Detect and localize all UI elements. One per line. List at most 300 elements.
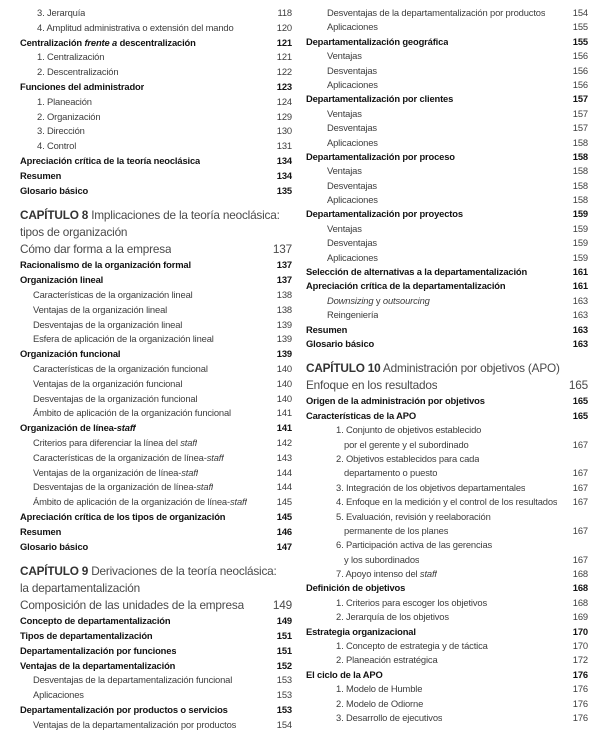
toc-entry-text-part: Derivaciones de la teoría neoclásica:: [88, 564, 277, 579]
toc-entry: [306, 625, 588, 639]
toc-entry-text: [306, 92, 453, 106]
toc-entry-text: [20, 50, 104, 65]
toc-entry: [20, 436, 292, 451]
toc-entry-page-number: 167: [572, 496, 588, 508]
toc-entry-page-number: 134: [276, 169, 292, 181]
toc-entry-text-part: Aplicaciones: [327, 21, 378, 33]
toc-entry: [20, 80, 292, 95]
toc-entry-text: [20, 436, 197, 451]
toc-entry-page-number: 167: [572, 481, 588, 493]
toc-entry-text-part: Racionalismo de la organización formal: [20, 259, 191, 271]
toc-entry-text: [20, 80, 144, 95]
toc-entry-page-number: 158: [572, 165, 588, 177]
toc-entry-text-part: Downsizing: [327, 294, 374, 306]
toc-entry-text: [306, 6, 545, 20]
toc-entry: [20, 540, 292, 555]
toc-entry-text: [20, 392, 197, 407]
toc-entry-page-number: 167: [572, 524, 588, 536]
toc-entry-page-number: 139: [276, 348, 292, 360]
toc-entry: [20, 21, 292, 36]
toc-entry-page-number: 118: [277, 7, 292, 18]
toc-entry-text-part: 6. Participación activa de las gerencias: [336, 539, 493, 551]
toc-entry-page-number: 155: [572, 21, 588, 33]
toc-entry-page-number: 144: [276, 466, 292, 478]
toc-entry-text-part: outsourcing: [382, 294, 430, 306]
toc-entry: [306, 64, 588, 78]
toc-entry-text-part: Administración por objetivos (APO): [380, 361, 560, 376]
toc-entry-text-part: Departamentalización por clientes: [306, 93, 454, 105]
toc-entry: [20, 703, 292, 718]
toc-entry-page-number: 123: [276, 80, 292, 92]
toc-entry-text-part: frente a: [84, 36, 118, 48]
toc-entry: [20, 614, 292, 629]
toc-entry-page-number: 161: [572, 266, 588, 278]
toc-entry-text-part: 1. Concepto de estrategia y de táctica: [336, 640, 488, 652]
toc-entry-text: [306, 423, 481, 437]
toc-entry: [306, 193, 588, 207]
toc-entry-text-part: Tipos de departamentalización: [20, 630, 153, 642]
toc-entry-text: [20, 207, 280, 224]
toc-entry-text-part: 2. Descentralización: [37, 66, 119, 78]
toc-entry-page-number: 163: [572, 323, 588, 335]
toc-entry: [20, 377, 292, 392]
toc-entry: [20, 629, 292, 644]
toc-entry-page-number: 158: [572, 179, 588, 191]
toc-entry: [306, 35, 588, 49]
toc-entry-text-part: 2. Organización: [37, 110, 101, 122]
toc-entry-text: [20, 629, 153, 644]
toc-entry-text: [306, 179, 377, 193]
toc-entry-text: [20, 95, 92, 110]
toc-entry-text: [20, 288, 193, 303]
toc-entry-text: [306, 279, 505, 293]
toc-entry: [306, 337, 588, 351]
toc-entry-page-number: 176: [572, 668, 588, 680]
toc-entry-page-number: 163: [572, 337, 588, 349]
toc-entry-text: [20, 36, 196, 51]
toc-entry-page-number: 139: [276, 318, 292, 330]
toc-entry: [306, 78, 588, 92]
toc-entry-text-part: 2. Objetivos establecidos para cada: [336, 452, 480, 464]
toc-entry-page-number: 167: [572, 438, 588, 450]
toc-entry-page-number: 168: [572, 596, 588, 608]
toc-entry-text-part: CAPÍTULO 8: [20, 208, 89, 223]
toc-entry: [306, 668, 588, 682]
toc-entry-text-part: 4. Amplitud administrativa o extensión del mando: [37, 21, 234, 33]
toc-entry-page-number: 139: [276, 333, 292, 345]
toc-entry-page-number: 176: [572, 697, 588, 709]
toc-column-left: [20, 6, 292, 740]
toc-entry: [306, 653, 588, 667]
toc-entry-text-part: Resumen: [20, 169, 62, 181]
toc-entry-text: [306, 653, 438, 667]
toc-entry-text-part: Departamentalización por proyectos: [306, 208, 463, 220]
toc-entry-text: [306, 64, 377, 78]
toc-entry-page-number: 161: [572, 280, 588, 292]
toc-entry-text-part: Estrategia organizacional: [306, 625, 416, 637]
toc-entry-page-number: 154: [572, 7, 588, 18]
toc-entry: [306, 121, 588, 135]
toc-entry-text: [306, 466, 437, 480]
toc-entry-text: [20, 347, 120, 362]
toc-chapter-heading: [20, 241, 292, 258]
toc-entry-text-part: Ventajas: [327, 165, 362, 177]
toc-entry-text-part: Ámbito de aplicación de la organización de línea-: [33, 496, 230, 508]
toc-entry-text: [306, 150, 455, 164]
toc-entry-text: [306, 360, 560, 377]
toc-entry-text-part: Ventajas: [327, 50, 362, 62]
toc-entry: [20, 258, 292, 273]
toc-entry-text-part: Ventajas de la departamentalización por productos: [33, 718, 237, 730]
toc-column-right: [306, 6, 588, 740]
toc-entry-page-number: 120: [276, 21, 292, 33]
toc-entry-page-number: 145: [276, 510, 292, 522]
toc-entry-text-part: 1. Criterios para escoger los objetivos: [336, 596, 487, 608]
toc-entry-text: [306, 78, 378, 92]
toc-entry: [306, 164, 588, 178]
toc-entry: [20, 659, 292, 674]
toc-entry-text: [306, 20, 378, 34]
toc-entry-text: [20, 184, 88, 199]
toc-entry-text-part: Aplicaciones: [33, 689, 84, 701]
toc-entry-text: [306, 581, 405, 595]
toc-entry-text: [20, 303, 167, 318]
toc-entry-text: [306, 610, 449, 624]
toc-entry-page-number: 156: [572, 64, 588, 76]
toc-entry-text-part: 3. Dirección: [37, 125, 85, 137]
toc-entry-text: [306, 438, 469, 452]
toc-entry-text-part: Desventajas de la organización lineal: [33, 318, 183, 330]
toc-entry-page-number: 138: [276, 288, 292, 300]
toc-entry: [20, 688, 292, 703]
toc-entry-text-part: CAPÍTULO 9: [20, 564, 89, 579]
toc-entry-text-part: por el gerente y el subordinado: [344, 438, 469, 450]
toc-entry-text: [306, 639, 488, 653]
toc-entry-page-number: 172: [572, 654, 588, 666]
toc-entry-text: [306, 377, 437, 394]
toc-entry-page-number: 142: [276, 436, 292, 448]
toc-entry-text-part: Organización lineal: [20, 274, 104, 286]
toc-entry: [20, 718, 292, 733]
toc-entry-text: [20, 406, 231, 421]
toc-entry-text-part: Desventajas de la departamentalización por productos: [327, 7, 546, 18]
toc-entry: [306, 538, 588, 552]
toc-entry-page-number: 155: [572, 35, 588, 47]
toc-entry-text-part: Organización funcional: [20, 348, 121, 360]
toc-entry: [20, 347, 292, 362]
toc-entry: [306, 6, 588, 20]
toc-entry-text-part: permanente de los planes: [344, 524, 449, 536]
toc-entry-text: [20, 480, 213, 495]
toc-entry-text-part: 1. Conjunto de objetivos establecido: [336, 424, 482, 436]
toc-entry: [306, 553, 588, 567]
toc-entry: [306, 409, 588, 423]
toc-entry-text-part: staff: [181, 466, 199, 478]
toc-entry-text-part: 1. Centralización: [37, 51, 105, 63]
toc-entry: [306, 136, 588, 150]
toc-entry-page-number: 140: [276, 392, 292, 404]
toc-entry-text: [306, 394, 485, 408]
toc-entry-text: [20, 332, 214, 347]
toc-entry-page-number: 170: [572, 625, 588, 637]
toc-entry-page-number: 149: [272, 598, 292, 613]
toc-entry-page-number: 141: [276, 407, 292, 419]
toc-entry-page-number: 157: [572, 93, 588, 105]
toc-entry-page-number: 153: [276, 674, 292, 686]
toc-entry-text: [306, 510, 491, 524]
toc-entry-page-number: 167: [572, 467, 588, 479]
toc-entry-page-number: 122: [276, 66, 292, 78]
toc-entry-text: [20, 139, 76, 154]
toc-entry: [306, 308, 588, 322]
toc-entry-text: [20, 169, 61, 184]
toc-entry-text-part: 2. Jerarquía de los objetivos: [336, 611, 449, 623]
toc-entry-text: [306, 481, 525, 495]
toc-entry-text-part: Características de la organización de línea-: [33, 451, 207, 463]
toc-entry-page-number: 157: [572, 107, 588, 119]
toc-entry-text-part: Ventajas: [327, 222, 362, 234]
toc-entry-page-number: 158: [572, 136, 588, 148]
toc-entry-text: [306, 207, 463, 221]
toc-entry-text: [306, 538, 492, 552]
toc-entry-page-number: 168: [572, 582, 588, 594]
toc-entry-text: [20, 597, 244, 614]
toc-entry-page-number: 159: [572, 222, 588, 234]
toc-entry-text-part: Desventajas: [327, 179, 377, 191]
toc-entry-text: [20, 495, 247, 510]
toc-entry-text-part: y los subordinados: [344, 553, 420, 565]
toc-entry: [306, 294, 588, 308]
toc-entry-text: [306, 121, 377, 135]
toc-entry-page-number: 157: [572, 122, 588, 134]
toc-entry: [306, 20, 588, 34]
toc-entry-text: [20, 318, 182, 333]
toc-entry-page-number: 168: [572, 568, 588, 580]
toc-entry-text: [306, 495, 557, 509]
toc-entry-text-part: 3. Integración de los objetivos departamentales: [336, 481, 526, 493]
toc-entry: [306, 466, 588, 480]
toc-entry-text-part: Apreciación crítica de la teoría neoclásica: [20, 154, 201, 166]
toc-entry-page-number: 124: [276, 95, 292, 107]
toc-entry-text: [306, 323, 347, 337]
toc-entry-text: [20, 563, 277, 580]
toc-entry-text-part: 4. Enfoque en la medición y el control de los resultados: [336, 496, 558, 508]
toc-entry-text: [20, 466, 198, 481]
toc-entry-page-number: 163: [572, 309, 588, 321]
toc-entry-page-number: 169: [572, 611, 588, 623]
toc-entry-text: [306, 222, 362, 236]
toc-entry: [20, 36, 292, 51]
toc-entry-page-number: 163: [572, 294, 588, 306]
toc-entry-text: [20, 614, 170, 629]
toc-entry-page-number: 137: [276, 274, 292, 286]
toc-entry-text-part: Aplicaciones: [327, 251, 378, 263]
toc-entry-text-part: Concepto de departamentalización: [20, 615, 171, 627]
toc-chapter-heading: [20, 597, 292, 614]
toc-entry: [20, 169, 292, 184]
toc-entry-text-part: 5. Evaluación, revisión y reelaboración: [336, 510, 491, 522]
toc-entry: [20, 673, 292, 688]
toc-entry-text: [20, 110, 100, 125]
toc-entry-page-number: 167: [572, 553, 588, 565]
toc-entry: [20, 525, 292, 540]
toc-entry-text: [20, 124, 85, 139]
toc-entry: [20, 124, 292, 139]
toc-entry-text-part: staff: [206, 451, 224, 463]
toc-entry-text-part: Centralización: [20, 36, 85, 48]
toc-entry-page-number: 153: [276, 704, 292, 716]
toc-entry-text: [306, 553, 419, 567]
toc-entry-page-number: 153: [276, 689, 292, 701]
toc-entry-text-part: Selección de alternativas a la departamentalización: [306, 266, 528, 278]
toc-entry-text: [306, 49, 362, 63]
toc-entry: [20, 273, 292, 288]
toc-entry-text-part: Departamentalización geográfica: [306, 35, 449, 47]
toc-entry: [20, 303, 292, 318]
toc-entry: [306, 236, 588, 250]
toc-entry: [20, 495, 292, 510]
toc-entry-text-part: 1. Planeación: [37, 95, 92, 107]
toc-entry: [306, 49, 588, 63]
toc-entry-text-part: Definición de objetivos: [306, 582, 406, 594]
toc-entry-page-number: 176: [572, 711, 588, 723]
toc-entry-page-number: 165: [572, 395, 588, 407]
toc-entry: [20, 65, 292, 80]
toc-entry: [306, 610, 588, 624]
toc-entry-text: [306, 567, 437, 581]
toc-entry: [20, 421, 292, 436]
toc-entry-text: [20, 688, 84, 703]
toc-entry: [20, 510, 292, 525]
toc-entry: [306, 567, 588, 581]
toc-entry-text-part: Composición de las unidades de la empresa: [20, 598, 244, 613]
toc-entry: [306, 510, 588, 524]
toc-entry-text-part: Ventajas de la organización lineal: [33, 303, 168, 315]
toc-entry-page-number: 170: [572, 640, 588, 652]
toc-entry-text-part: staff: [196, 481, 214, 493]
toc-entry-text: [20, 21, 234, 36]
toc-entry-text: [20, 644, 176, 659]
toc-entry-text-part: Glosario básico: [20, 184, 89, 196]
toc-entry-text-part: descentralización: [117, 36, 196, 48]
toc-entry-text: [20, 525, 61, 540]
toc-entry-page-number: 159: [572, 208, 588, 220]
toc-entry-page-number: 137: [272, 242, 292, 257]
toc-entry-page-number: 147: [276, 540, 292, 552]
toc-entry-text-part: tipos de organización: [20, 225, 128, 240]
toc-entry-page-number: 144: [276, 481, 292, 493]
toc-entry-text-part: Características de la organización funcional: [33, 362, 208, 374]
toc-entry-text: [306, 596, 487, 610]
toc-entry: [20, 288, 292, 303]
toc-entry-text-part: staff: [116, 422, 136, 434]
toc-entry-text-part: y: [373, 294, 383, 306]
toc-entry: [306, 423, 588, 437]
toc-entry-text: [20, 154, 200, 169]
toc-entry-text: [306, 682, 422, 696]
toc-entry-page-number: 154: [276, 718, 292, 730]
toc-entry-text-part: staff: [180, 436, 198, 448]
toc-entry: [20, 6, 292, 21]
toc-entry-text: [20, 258, 191, 273]
toc-entry: [20, 451, 292, 466]
toc-entry-text-part: Organización de línea-: [20, 422, 117, 434]
toc-entry-page-number: 149: [276, 615, 292, 627]
toc-entry-text: [306, 452, 479, 466]
toc-chapter-heading: [306, 377, 588, 394]
toc-entry: [20, 644, 292, 659]
toc-entry-text: [306, 409, 416, 423]
toc-entry-page-number: 138: [276, 303, 292, 315]
toc-entry-text: [306, 337, 374, 351]
toc-entry: [306, 92, 588, 106]
toc-entry-text-part: Departamentalización por productos o servicios: [20, 704, 228, 716]
toc-entry: [20, 392, 292, 407]
toc-entry: [306, 222, 588, 236]
toc-entry-text-part: Aplicaciones: [327, 194, 378, 206]
toc-entry-page-number: 152: [276, 659, 292, 671]
toc-entry-text-part: Funciones del administrador: [20, 80, 145, 92]
toc-entry-text: [20, 673, 232, 688]
toc-entry: [306, 581, 588, 595]
toc-entry-page-number: 140: [276, 362, 292, 374]
toc-entry-text: [306, 265, 527, 279]
toc-entry: [20, 110, 292, 125]
toc-entry-page-number: 151: [276, 630, 292, 642]
toc-entry-page-number: 121: [276, 51, 292, 63]
toc-entry-text-part: 2. Planeación estratégica: [336, 654, 438, 666]
toc-entry: [306, 207, 588, 221]
toc-entry-text-part: Ámbito de aplicación de la organización funcional: [33, 407, 231, 419]
toc-entry-text-part: Ventajas de la departamentalización: [20, 659, 176, 671]
toc-entry-text-part: Glosario básico: [20, 540, 89, 552]
toc-entry-text-part: Desventajas: [327, 237, 377, 249]
toc-entry: [20, 95, 292, 110]
toc-entry-text-part: Ventajas de la organización funcional: [33, 377, 183, 389]
toc-entry-text-part: Departamentalización por funciones: [20, 644, 177, 656]
toc-entry-text: [20, 703, 228, 718]
toc-entry-text: [306, 294, 430, 308]
toc-chapter-heading: [20, 580, 292, 597]
toc-entry: [20, 318, 292, 333]
toc-entry-text: [20, 273, 103, 288]
toc-entry-text-part: Glosario básico: [306, 337, 375, 349]
toc-entry-page-number: 143: [276, 451, 292, 463]
toc-chapter-heading: [306, 360, 588, 377]
toc-entry: [20, 480, 292, 495]
toc-entry: [306, 323, 588, 337]
toc-entry-page-number: 145: [276, 496, 292, 508]
toc-entry-text-part: Criterios para diferenciar la línea del: [33, 436, 181, 448]
toc-entry: [306, 697, 588, 711]
toc-entry-text-part: Características de la organización lineal: [33, 288, 193, 300]
toc-entry-text: [306, 193, 378, 207]
toc-entry: [306, 524, 588, 538]
toc-entry: [306, 107, 588, 121]
toc-entry: [20, 50, 292, 65]
toc-entry-text-part: departamento o puesto: [344, 467, 438, 479]
toc-entry-text-part: Aplicaciones: [327, 78, 378, 90]
toc-entry-text: [306, 697, 423, 711]
toc-entry: [306, 682, 588, 696]
toc-entry-text: [306, 107, 362, 121]
toc-chapter-heading: [20, 563, 292, 580]
toc-entry-text-part: Características de la APO: [306, 409, 417, 421]
toc-entry-text: [20, 241, 171, 258]
toc-entry-page-number: 151: [276, 644, 292, 656]
toc-entry-text: [306, 625, 416, 639]
toc-entry-text-part: Implicaciones de la teoría neoclásica:: [88, 208, 280, 223]
